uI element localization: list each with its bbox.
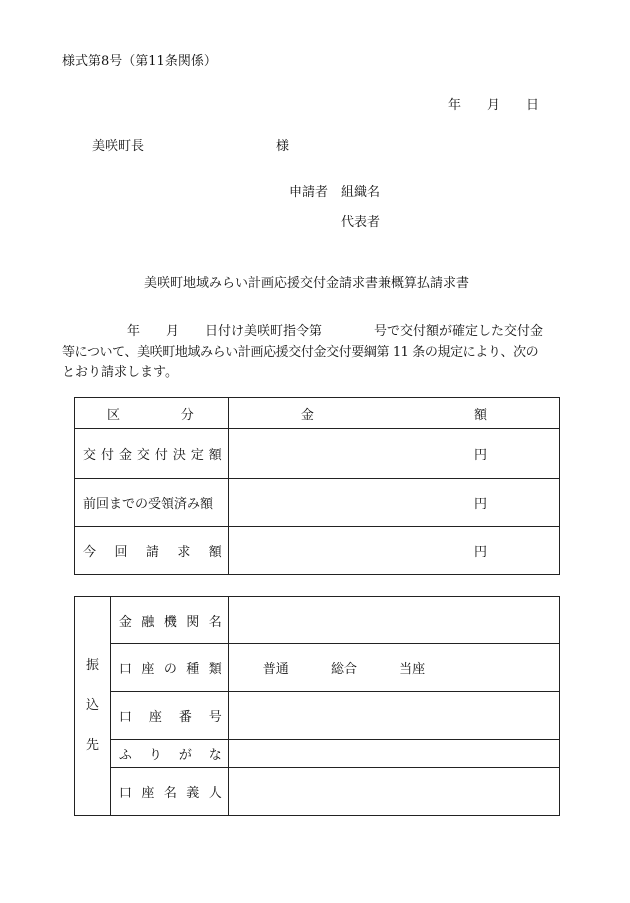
label-char: 人 xyxy=(208,786,222,801)
row-label: 前回までの受領済み額 xyxy=(75,479,229,527)
addressee-name: 美咲町長 xyxy=(92,139,145,154)
table-row xyxy=(75,768,560,816)
document-title: 美咲町地域みらい計画応援交付金請求書兼概算払請求書 xyxy=(144,276,470,291)
label-char: 口 xyxy=(118,710,132,725)
label-char: 交 xyxy=(136,448,150,463)
form-number: 様式第8号（第11条関係） xyxy=(62,54,217,69)
row-label xyxy=(110,740,228,768)
header-char: 区 xyxy=(107,407,121,423)
label-char: 名 xyxy=(208,614,222,630)
label-char: 号 xyxy=(208,710,222,725)
label-char: 口 xyxy=(118,662,132,677)
account-holder-input[interactable] xyxy=(228,768,559,816)
amount-header xyxy=(228,398,559,429)
amount-table-header xyxy=(75,398,560,429)
label-char: 付 xyxy=(154,448,168,463)
addressee-honorific: 様 xyxy=(276,139,290,154)
table-row xyxy=(75,527,560,575)
row-label xyxy=(110,644,228,692)
transfer-destination-label xyxy=(75,597,111,816)
label-char: 種 xyxy=(186,662,200,677)
label-char: 金 xyxy=(118,448,132,463)
row-label xyxy=(75,527,229,575)
row-label xyxy=(110,692,228,740)
org-name-label: 組織名 xyxy=(341,185,381,200)
bank-name-input[interactable] xyxy=(228,597,559,644)
label-char: が xyxy=(178,748,192,763)
label-char: 回 xyxy=(114,545,128,560)
amount-cell[interactable]: 円 xyxy=(228,527,559,575)
label-char: 求 xyxy=(177,545,191,560)
row-label xyxy=(110,597,228,644)
label-char: 額 xyxy=(208,545,222,560)
label-char: 今 xyxy=(83,545,97,560)
amount-table xyxy=(74,397,560,575)
label-char: 番 xyxy=(178,710,192,725)
label-char: 座 xyxy=(141,786,155,801)
header-char: 額 xyxy=(473,407,487,423)
furigana-input[interactable] xyxy=(228,740,559,768)
account-type-cell xyxy=(228,644,559,692)
label-char: 請 xyxy=(145,545,159,560)
date-line: 年 月 日 xyxy=(448,98,540,113)
label-char: 額 xyxy=(208,448,222,463)
label-char: 金 xyxy=(118,614,132,630)
body-line-2: 等について、美咲町地域みらい計画応援交付金交付要綱第 11 条の規定により、次の xyxy=(62,345,539,360)
label-char: 口 xyxy=(118,786,132,801)
amount-cell[interactable]: 円 xyxy=(228,479,559,527)
label-char: 関 xyxy=(186,614,200,630)
label-char: 付 xyxy=(100,448,114,463)
group-char: 振 xyxy=(85,658,99,673)
label-char: な xyxy=(208,748,222,763)
label-char: ふ xyxy=(118,748,132,763)
account-type-sogo[interactable]: 総合 xyxy=(330,662,357,677)
bank-table xyxy=(74,596,560,816)
table-row xyxy=(75,740,560,768)
account-type-futsu[interactable]: 普通 xyxy=(262,662,289,677)
label-char: 機 xyxy=(163,614,177,630)
account-number-input[interactable] xyxy=(228,692,559,740)
table-row xyxy=(75,479,560,527)
label-char: 定 xyxy=(190,448,204,463)
table-row xyxy=(75,692,560,740)
table-row xyxy=(75,644,560,692)
row-label xyxy=(75,429,229,479)
label-char: 名 xyxy=(163,786,177,801)
representative-label: 代表者 xyxy=(341,215,381,230)
table-row xyxy=(75,429,560,479)
label-char: 座 xyxy=(148,710,162,725)
group-char: 込 xyxy=(85,698,99,713)
label-char: の xyxy=(163,662,177,677)
label-char: 決 xyxy=(172,448,186,463)
account-type-toza[interactable]: 当座 xyxy=(399,662,426,677)
group-char: 先 xyxy=(85,738,99,753)
category-header xyxy=(75,398,229,429)
label-char: 交 xyxy=(83,448,97,463)
label-char: 義 xyxy=(186,786,200,801)
label-char: 融 xyxy=(141,614,155,630)
header-char: 金 xyxy=(300,407,314,423)
header-char: 分 xyxy=(180,407,194,423)
label-char: 座 xyxy=(141,662,155,677)
row-label xyxy=(110,768,228,816)
body-line-3: とおり請求します。 xyxy=(62,365,178,380)
table-row xyxy=(75,597,560,644)
amount-cell[interactable]: 円 xyxy=(228,429,559,479)
body-line-1: 年 月 日付け美咲町指令第 号で交付額が確定した交付金 xyxy=(127,324,544,339)
label-char: り xyxy=(148,748,162,763)
applicant-label: 申請者 xyxy=(289,185,329,200)
label-char: 類 xyxy=(208,662,222,677)
